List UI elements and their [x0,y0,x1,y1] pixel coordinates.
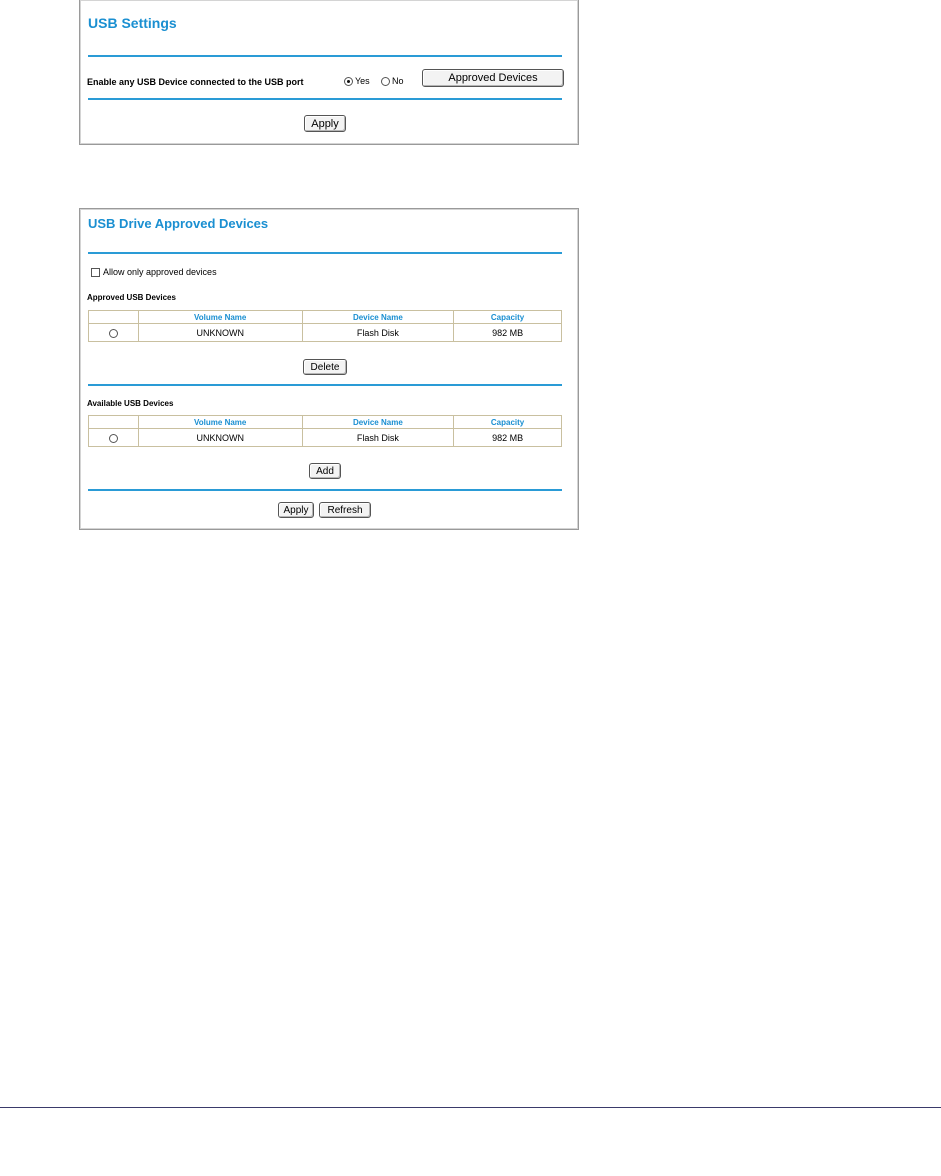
delete-button[interactable]: Delete [303,359,347,375]
capacity-cell: 982 MB [454,324,562,342]
apply-button[interactable]: Apply [304,115,346,132]
select-cell[interactable] [89,429,139,447]
device-name-cell: Flash Disk [302,429,454,447]
row-select-radio[interactable] [109,434,118,443]
enable-yes-option[interactable] [344,76,370,86]
approved-devices-button[interactable]: Approved Devices [422,69,564,87]
yes-radio[interactable] [344,77,353,86]
table-row [89,324,562,342]
volume-name-header: Volume Name [138,416,302,429]
usb-settings-title: USB Settings [88,15,177,31]
yes-label: Yes [355,76,370,86]
no-radio[interactable] [381,77,390,86]
divider [88,489,562,491]
approved-devices-title: USB Drive Approved Devices [88,216,269,231]
volume-name-header: Volume Name [138,311,302,324]
table-header-row [89,416,562,429]
enable-no-option[interactable] [381,76,404,86]
usb-settings-panel [79,0,579,145]
no-label: No [392,76,404,86]
select-cell[interactable] [89,324,139,342]
enable-usb-label: Enable any USB Device connected to the USB port [87,77,304,87]
table-row [89,429,562,447]
refresh-button[interactable]: Refresh [319,502,371,518]
add-button[interactable]: Add [309,463,341,479]
divider [88,384,562,386]
available-devices-table [88,415,562,447]
capacity-header: Capacity [454,311,562,324]
volume-name-cell: UNKNOWN [138,324,302,342]
apply-button[interactable]: Apply [278,502,314,518]
allow-only-approved-label: Allow only approved devices [103,267,217,277]
device-name-cell: Flash Disk [302,324,454,342]
footer-rule [0,1107,941,1108]
approved-devices-panel [79,208,579,530]
divider [88,55,562,57]
approved-usb-devices-heading: Approved USB Devices [87,293,176,302]
capacity-cell: 982 MB [454,429,562,447]
approved-devices-table [88,310,562,342]
capacity-header: Capacity [454,416,562,429]
volume-name-cell: UNKNOWN [138,429,302,447]
row-select-radio[interactable] [109,329,118,338]
available-usb-devices-heading: Available USB Devices [87,399,174,408]
divider [88,252,562,254]
allow-only-approved-checkbox[interactable] [91,268,100,277]
allow-only-approved-option[interactable] [91,267,217,277]
select-column-header [89,311,139,324]
select-column-header [89,416,139,429]
table-header-row [89,311,562,324]
device-name-header: Device Name [302,311,454,324]
device-name-header: Device Name [302,416,454,429]
divider [88,98,562,100]
